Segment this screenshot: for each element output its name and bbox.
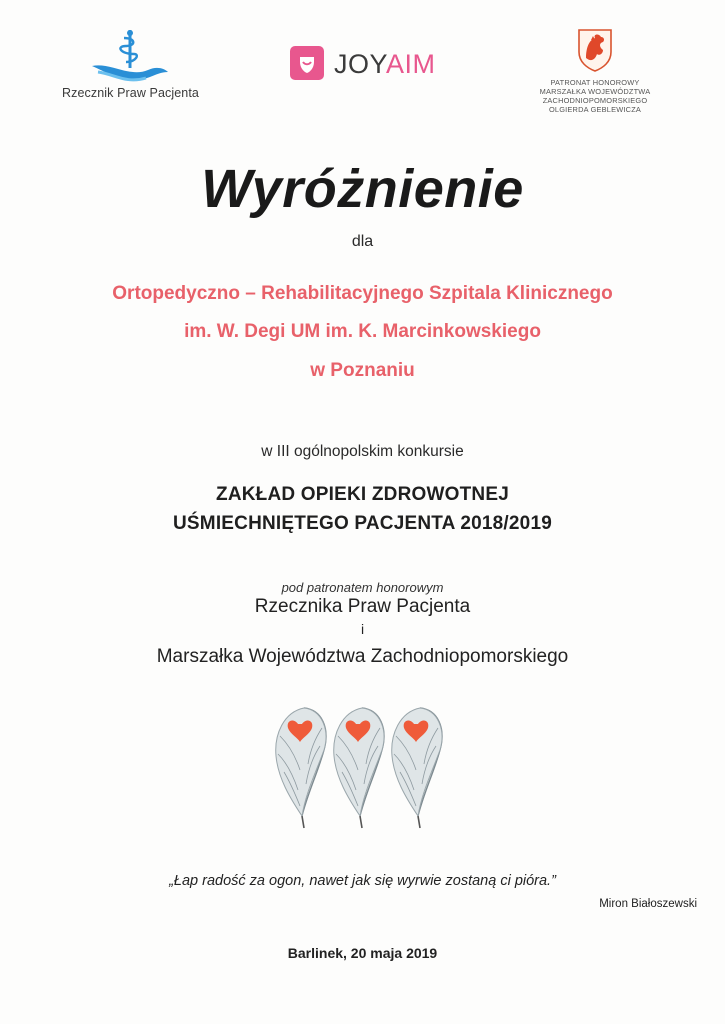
- patronage-line-2: Marszałka Województwa Zachodniopomorskiego: [156, 646, 569, 667]
- patronat-line: OLGIERDA GEBLEWICZA: [548, 105, 642, 114]
- patronage-conjunction: i: [360, 621, 365, 637]
- patronat-line: MARSZAŁKA WOJEWÓDZTWA: [539, 87, 651, 96]
- recipient-line-2: im. W. Degi UM im. K. Marcinkowskiego: [184, 321, 541, 342]
- feather-icon: [334, 708, 384, 828]
- quote-text: „Łap radość za ogon, nawet jak się wyrwie zostaną ci pióra.”: [169, 873, 556, 889]
- for-label: dla: [351, 233, 374, 250]
- place-date: Barlinek, 20 maja 2019: [287, 945, 438, 961]
- feather-icon: [392, 708, 442, 828]
- recipient-line-3: w Poznaniu: [310, 360, 415, 381]
- feather-icon: [276, 708, 326, 828]
- patronat-text: [520, 78, 670, 114]
- competition-intro: w III ogólnopolskim konkursie: [261, 443, 464, 460]
- patronat-line: ZACHODNIOPOMORSKIEGO: [542, 96, 648, 105]
- rpp-logo-text: Rzecznik Praw Pacjenta: [62, 86, 199, 100]
- joyaim-wordmark-joy: JOY: [334, 49, 387, 79]
- feathers-illustration: [268, 706, 458, 830]
- rpp-emblem-icon: [90, 28, 170, 84]
- joyaim-wordmark-aim: AIM: [386, 49, 436, 79]
- joyaim-wordmark: [334, 49, 436, 80]
- quote-author: Miron Białoszewski: [599, 898, 697, 910]
- competition-name-line-1: ZAKŁAD OPIEKI ZDROWOTNEJ: [216, 484, 509, 505]
- patronat-line: PATRONAT HONOROWY: [550, 78, 640, 87]
- coat-of-arms-icon: [577, 28, 613, 72]
- competition-name-line-2: UŚMIECHNIĘTEGO PACJENTA 2018/2019: [173, 513, 552, 534]
- patronage-line-1: Rzecznika Praw Pacjenta: [254, 596, 471, 617]
- joyaim-mark-icon: [290, 46, 324, 80]
- recipient-line-1: Ortopedyczno – Rehabilitacyjnego Szpitala Klinicznego: [112, 283, 613, 304]
- certificate-title: Wyróżnienie: [201, 159, 524, 219]
- patronage-intro: pod patronatem honorowym: [281, 580, 444, 595]
